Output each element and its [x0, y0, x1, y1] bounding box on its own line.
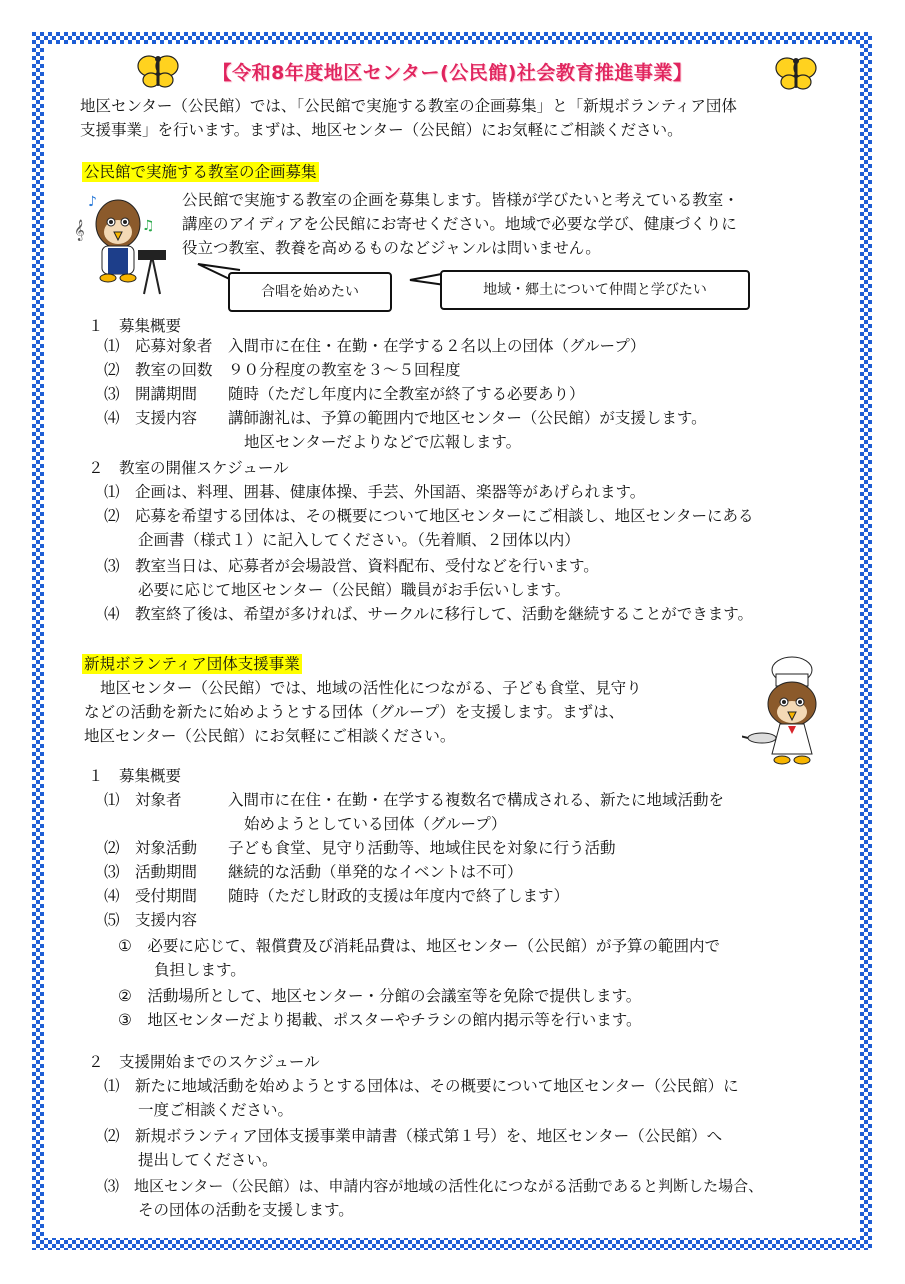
list-line: 一度ご相談ください。 [138, 1101, 294, 1119]
list-line: ⑴ 対象者 入間市に在住・在勤・在学する複数名で構成される、新たに地域活動を [104, 791, 725, 809]
list-line: ２ 教室の開催スケジュール [88, 459, 289, 477]
section2-desc: 地区センター（公民館）では、地域の活性化につながる、子ども食堂、見守り [100, 679, 642, 697]
callout-bubble-local-study: 地域・郷土について仲間と学びたい [440, 270, 750, 310]
list-line: ⑵ 教室の回数 ９０分程度の教室を３～５回程度 [104, 361, 461, 379]
callout-bubble-choir: 合唱を始めたい [228, 272, 392, 312]
section1-desc: 講座のアイディアを公民館にお寄せください。地域で必要な学び、健康づくりに [182, 215, 737, 233]
list-line: ⑶ 地区センター（公民館）は、申請内容が地域の活性化につながる活動であると判断した場合、 [104, 1177, 764, 1195]
list-line: ⑴ 企画は、料理、囲碁、健康体操、手芸、外国語、楽器等があげられます。 [104, 483, 646, 501]
list-line: ② 活動場所として、地区センター・分館の会議室等を免除で提供します。 [118, 987, 642, 1005]
svg-text:𝄞: 𝄞 [74, 220, 85, 241]
list-line: ⑵ 対象活動 子ども食堂、見守り活動等、地域住民を対象に行う活動 [104, 839, 616, 857]
intro-line: 地区センター（公民館）では、「公民館で実施する教室の企画募集」と「新規ボランティア団体 [80, 97, 737, 115]
list-line: ⑶ 開講期間 随時（ただし年度内に全教室が終了する必要あり） [104, 385, 585, 403]
list-line: ⑵ 新規ボランティア団体支援事業申請書（様式第１号）を、地区センター（公民館）へ [104, 1127, 723, 1145]
list-line: 必要に応じて地区センター（公民館）職員がお手伝いします。 [138, 581, 571, 599]
list-line: ⑴ 新たに地域活動を始めようとする団体は、その概要について地区センター（公民館）に [104, 1077, 739, 1095]
list-line: ⑷ 支援内容 講師謝礼は、予算の範囲内で地区センター（公民館）が支援します。 [104, 409, 707, 427]
svg-text:♫: ♫ [142, 218, 155, 234]
mascot-singing-illustration [72, 186, 172, 298]
section2-heading: 新規ボランティア団体支援事業 [84, 655, 300, 673]
list-line: 負担します。 [154, 961, 246, 979]
svg-text:♪: ♪ [88, 194, 97, 210]
list-line: ① 必要に応じて、報償費及び消耗品費は、地区センター（公民館）が予算の範囲内で [118, 937, 720, 955]
section1-desc: 役立つ教室、教養を高めるものなどジャンルは問いません。 [182, 239, 601, 257]
section1-heading: 公民館で実施する教室の企画募集 [84, 163, 317, 181]
mascot-chef-illustration [742, 654, 838, 772]
list-line: ⑴ 応募対象者 入間市に在住・在勤・在学する２名以上の団体（グループ） [104, 337, 646, 355]
list-line: 地区センターだよりなどで広報します。 [244, 433, 522, 451]
list-line: １ 募集概要 [88, 317, 182, 335]
list-line: 提出してください。 [138, 1151, 278, 1169]
list-line: 企画書（様式１）に記入してください。（先着順、２団体以内） [138, 531, 580, 549]
list-line: ⑶ 教室当日は、応募者が会場設営、資料配布、受付などを行います。 [104, 557, 599, 575]
list-line: ③ 地区センターだより掲載、ポスターやチラシの館内掲示等を行います。 [118, 1011, 642, 1029]
list-line: その団体の活動を支援します。 [138, 1201, 354, 1219]
list-line: １ 募集概要 [88, 767, 182, 785]
page-title: 【令和8年度地区センター(公民館)社会教育推進事業】 [212, 62, 693, 84]
list-line: ⑷ 教室終了後は、希望が多ければ、サークルに移行して、活動を継続することができます。 [104, 605, 753, 623]
intro-line: 支援事業」を行います。まずは、地区センター（公民館）にお気軽にご相談ください。 [80, 121, 683, 139]
list-line: 始めようとしている団体（グループ） [244, 815, 507, 833]
list-line: ⑷ 受付期間 随時（ただし財政的支援は年度内で終了します） [104, 887, 570, 905]
list-line: ⑵ 応募を希望する団体は、その概要について地区センターにご相談し、地区センターにある [104, 507, 754, 525]
section2-desc: などの活動を新たに始めようとする団体（グループ）を支援します。まずは、 [84, 703, 625, 721]
section2-desc: 地区センター（公民館）にお気軽にご相談ください。 [84, 727, 456, 745]
section1-desc: 公民館で実施する教室の企画を募集します。皆様が学びたいと考えている教室・ [182, 191, 739, 209]
list-line: ⑶ 活動期間 継続的な活動（単発的なイベントは不可） [104, 863, 523, 881]
list-line: ⑸ 支援内容 [104, 911, 198, 929]
list-line: ２ 支援開始までのスケジュール [88, 1053, 320, 1071]
